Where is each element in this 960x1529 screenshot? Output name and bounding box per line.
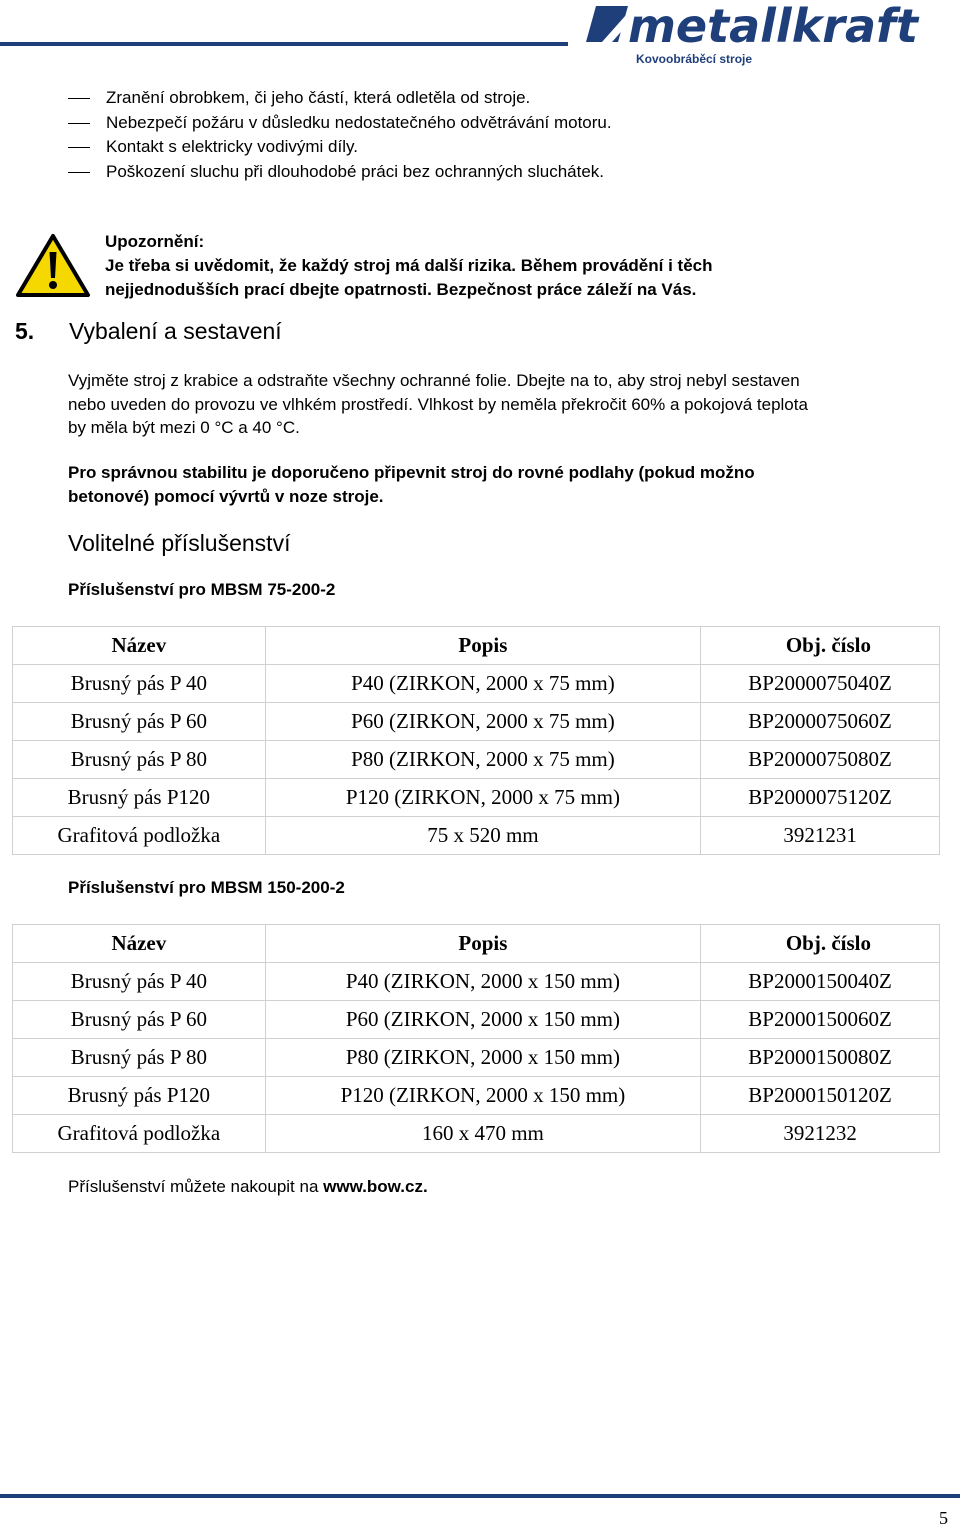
cell-order-number: BP2000075120Z	[701, 779, 940, 817]
table-header-row	[13, 627, 940, 665]
warning-line: Je třeba si uvědomit, že každý stroj má další rizika. Během provádění i těch	[105, 256, 713, 275]
purchase-note	[68, 1177, 428, 1197]
cell-description: P60 (ZIRKON, 2000 x 75 mm)	[265, 703, 700, 741]
paragraph-line: betonové) pomocí vývrtů v noze stroje.	[68, 486, 384, 506]
accessories-150-table	[12, 924, 940, 1153]
table-row	[13, 1115, 940, 1153]
metallkraft-logo	[578, 0, 958, 70]
cell-description: P60 (ZIRKON, 2000 x 150 mm)	[265, 1001, 700, 1039]
cell-order-number: BP2000075080Z	[701, 741, 940, 779]
stability-paragraph	[68, 461, 948, 508]
cell-order-number: BP2000150080Z	[701, 1039, 940, 1077]
header-description: Popis	[265, 627, 700, 665]
section-number: 5.	[15, 318, 35, 344]
cell-name: Brusný pás P120	[13, 779, 266, 817]
table-row	[13, 703, 940, 741]
table-row	[13, 1039, 940, 1077]
hazard-item: Nebezpečí požáru v důsledku nedostatečného odvětrávání motoru.	[68, 111, 612, 136]
section-title: Vybalení a sestavení	[69, 318, 282, 344]
table-row	[13, 817, 940, 855]
cell-name: Brusný pás P 60	[13, 1001, 266, 1039]
table-header-row	[13, 925, 940, 963]
cell-name: Brusný pás P 60	[13, 703, 266, 741]
cell-name: Grafitová podložka	[13, 1115, 266, 1153]
paragraph-line: Vyjměte stroj z krabice a odstraňte všechny ochranné folie. Dbejte na to, aby stroj nebyl sestaven	[68, 371, 800, 390]
header-rule	[0, 42, 568, 46]
accessories-150-title: Příslušenství pro MBSM 150-200-2	[68, 878, 345, 897]
table-row	[13, 963, 940, 1001]
table-row	[13, 1077, 940, 1115]
cell-description: P120 (ZIRKON, 2000 x 150 mm)	[265, 1077, 700, 1115]
cell-order-number: BP2000075060Z	[701, 703, 940, 741]
cell-order-number: 3921231	[701, 817, 940, 855]
hazard-item: Poškození sluchu při dlouhodobé práci bez ochranných sluchátek.	[68, 160, 612, 185]
logo-tagline: Kovoobráběcí stroje	[636, 52, 753, 66]
cell-description: P120 (ZIRKON, 2000 x 75 mm)	[265, 779, 700, 817]
cell-order-number: 3921232	[701, 1115, 940, 1153]
section-heading	[15, 318, 282, 345]
cell-order-number: BP2000150040Z	[701, 963, 940, 1001]
paragraph-line: nebo uveden do provozu ve vlhkém prostředí. Vlhkost by neměla překročit 60% a pokojová teplota	[68, 394, 808, 414]
cell-description: P40 (ZIRKON, 2000 x 150 mm)	[265, 963, 700, 1001]
accessories-75-title: Příslušenství pro MBSM 75-200-2	[68, 580, 336, 599]
cell-description: P80 (ZIRKON, 2000 x 75 mm)	[265, 741, 700, 779]
shop-link[interactable]: www.bow.cz	[323, 1177, 423, 1196]
purchase-note-text: Příslušenství můžete nakoupit na	[68, 1177, 324, 1196]
purchase-note-end: .	[422, 1177, 428, 1196]
warning-title: Upozornění:	[105, 232, 205, 251]
cell-description: P80 (ZIRKON, 2000 x 150 mm)	[265, 1039, 700, 1077]
cell-description: 75 x 520 mm	[265, 817, 700, 855]
paragraph-line: by měla být mezi 0 °C a 40 °C.	[68, 418, 300, 437]
cell-order-number: BP2000150060Z	[701, 1001, 940, 1039]
table-row	[13, 1001, 940, 1039]
cell-name: Brusný pás P 40	[13, 665, 266, 703]
cell-name: Brusný pás P 80	[13, 741, 266, 779]
cell-order-number: BP2000075040Z	[701, 665, 940, 703]
accessories-75-table	[12, 626, 940, 855]
table-row	[13, 741, 940, 779]
header-description: Popis	[265, 925, 700, 963]
cell-name: Brusný pás P 40	[13, 963, 266, 1001]
cell-description: 160 x 470 mm	[265, 1115, 700, 1153]
hazard-item: Zranění obrobkem, či jeho částí, která odletěla od stroje.	[68, 86, 612, 111]
hazard-list	[68, 86, 612, 184]
cell-order-number: BP2000150120Z	[701, 1077, 940, 1115]
optional-accessories-heading: Volitelné příslušenství	[68, 530, 291, 556]
cell-name: Brusný pás P120	[13, 1077, 266, 1115]
unpacking-paragraph	[68, 369, 948, 440]
cell-name: Brusný pás P 80	[13, 1039, 266, 1077]
warning-block	[105, 230, 713, 302]
cell-description: P40 (ZIRKON, 2000 x 75 mm)	[265, 665, 700, 703]
header-name: Název	[13, 627, 266, 665]
paragraph-line: Pro správnou stabilitu je doporučeno připevnit stroj do rovné podlahy (pokud možno	[68, 463, 755, 482]
table-row	[13, 665, 940, 703]
header-order-number: Obj. číslo	[701, 627, 940, 665]
cell-name: Grafitová podložka	[13, 817, 266, 855]
warning-line: nejjednodušších prací dbejte opatrnosti. Bezpečnost práce záleží na Vás.	[105, 280, 697, 299]
footer-rule	[0, 1494, 960, 1498]
table-row	[13, 779, 940, 817]
warning-triangle-icon	[15, 232, 91, 298]
hazard-item: Kontakt s elektricky vodivými díly.	[68, 135, 612, 160]
logo-brand: metallkraft	[628, 0, 919, 53]
header-name: Název	[13, 925, 266, 963]
page-number: 5	[939, 1508, 948, 1528]
header-order-number: Obj. číslo	[701, 925, 940, 963]
